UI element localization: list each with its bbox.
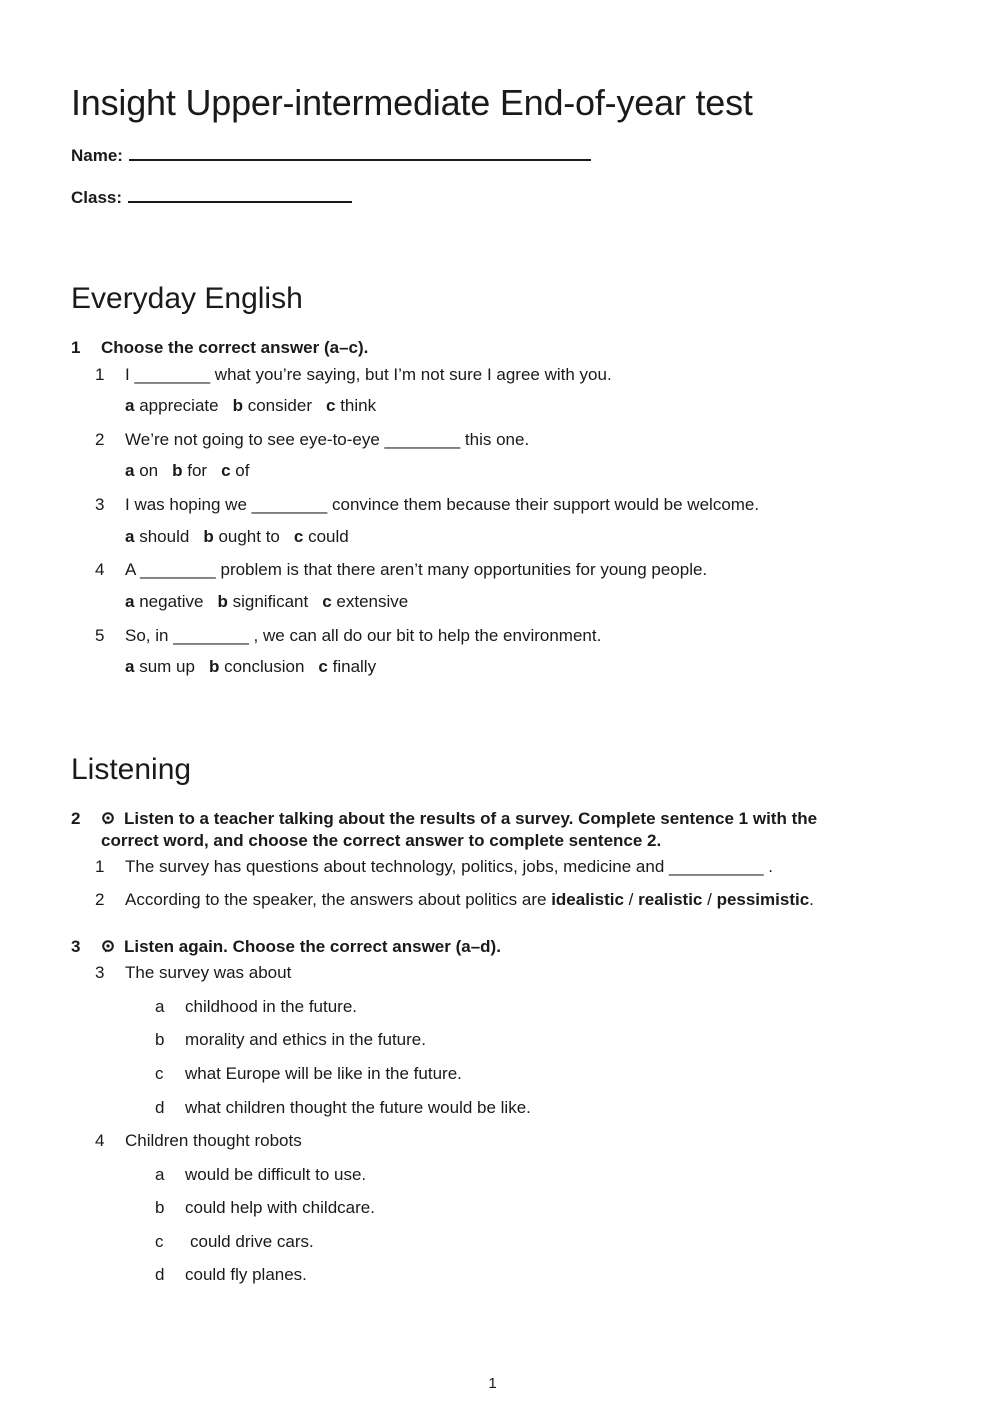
task-2-instruction-continued: correct word, and choose the correct answer to complete sentence 2. [101,831,662,850]
question-4-options [125,592,408,612]
name-label: Name: [71,146,123,165]
option-text[interactable]: significant [232,592,309,611]
question-text: The survey has questions about technology, politics, jobs, medicine and __________ . [125,857,773,876]
option-letter: c [325,396,336,415]
question-number: 2 [95,430,105,449]
question-text: I ________ what you’re saying, but I’m not sure I agree with you. [125,365,612,384]
option-letter: b [172,461,183,480]
option-text: would be difficult to use. [185,1165,367,1184]
option-letter: c [293,527,304,546]
question-text: So, in ________ , we can all do our bit to help the environment. [125,626,602,645]
option-text[interactable]: on [139,461,159,480]
option-letter: a [125,657,135,676]
sentence-end: . [809,890,814,909]
option-letter: b [155,1030,165,1049]
option-letter: c [155,1064,164,1083]
question-1 [95,365,612,385]
option-letter: c [322,592,332,611]
option-row[interactable] [155,997,357,1017]
question-text: Children thought robots [125,1131,302,1150]
audio-track-icon[interactable] [101,812,115,825]
question-text: According to the speaker, the answers about politics are [125,890,552,909]
separator: / [702,890,717,909]
option-row[interactable] [155,1165,366,1185]
option-row[interactable] [155,1232,314,1252]
task-2-instruction [71,809,817,829]
option-letter: a [125,592,135,611]
choice-idealistic[interactable]: idealistic [551,890,624,909]
option-text[interactable]: sum up [139,657,195,676]
option-text[interactable]: extensive [336,592,409,611]
option-text[interactable]: finally [332,657,377,676]
option-text: what children thought the future would be like. [185,1098,531,1117]
listening-question-1 [95,857,773,877]
choice-realistic[interactable]: realistic [638,890,703,909]
name-input-line[interactable] [129,145,591,161]
option-letter: d [155,1098,165,1117]
option-text[interactable]: should [139,527,190,546]
option-letter: d [155,1265,165,1284]
task-1-instruction [71,338,368,358]
audio-track-icon[interactable] [101,940,115,953]
option-letter: a [125,527,135,546]
option-letter: c [221,461,231,480]
listening-question-4 [95,1131,302,1151]
option-letter: b [203,527,214,546]
section-heading-listening: Listening [71,753,192,786]
task-number: 3 [71,937,81,956]
question-2-options [125,461,249,481]
option-text[interactable]: appreciate [139,396,219,415]
option-text: childhood in the future. [185,997,358,1016]
task-3-instruction [71,937,501,957]
option-text[interactable]: consider [247,396,312,415]
option-letter: b [155,1198,165,1217]
question-number: 1 [95,365,105,384]
page-number: 1 [488,1375,497,1392]
listening-question-3 [95,963,291,983]
option-letter: c [155,1232,164,1251]
option-text[interactable]: think [340,396,377,415]
option-letter: a [155,997,165,1016]
question-number: 4 [95,560,105,579]
option-letter: a [125,461,135,480]
instruction-text: Choose the correct answer (a–c). [101,338,369,357]
question-text: I was hoping we ________ convince them because their support would be welcome. [125,495,760,514]
question-5-options [125,657,376,677]
name-field-row [71,145,591,166]
option-text[interactable]: for [187,461,208,480]
question-1-options [125,396,376,416]
question-number: 3 [95,963,105,982]
separator: / [623,890,639,909]
option-letter: b [217,592,228,611]
question-number: 3 [95,495,105,514]
instruction-text: Listen again. Choose the correct answer (a–d). [124,937,501,956]
option-text[interactable]: conclusion [224,657,305,676]
option-row[interactable] [155,1265,307,1285]
option-text: what Europe will be like in the future. [185,1064,462,1083]
page-title: Insight Upper-intermediate End-of-year test [71,82,753,123]
class-label: Class: [71,188,123,207]
option-letter: c [318,657,328,676]
instruction-text: Listen to a teacher talking about the results of a survey. Complete sentence 1 with the [124,809,818,828]
option-letter: a [155,1165,165,1184]
option-text: could fly planes. [185,1265,307,1284]
choice-pessimistic[interactable]: pessimistic [716,890,810,909]
option-letter: b [232,396,243,415]
option-text[interactable]: negative [139,592,204,611]
question-4 [95,560,707,580]
option-text[interactable]: of [235,461,250,480]
task-number: 1 [71,338,81,357]
question-number: 4 [95,1131,105,1150]
question-text: We’re not going to see eye-to-eye ________ this one. [125,430,530,449]
option-row[interactable] [155,1098,531,1118]
option-text: could help with childcare. [185,1198,375,1217]
question-number: 2 [95,890,105,909]
option-letter: a [125,396,135,415]
class-input-line[interactable] [128,187,352,203]
option-row[interactable] [155,1030,426,1050]
listening-question-2 [95,890,814,910]
question-text: A ________ problem is that there aren’t many opportunities for young people. [125,560,708,579]
option-text[interactable]: could [308,527,349,546]
question-3-options [125,527,349,547]
option-text[interactable]: ought to [218,527,280,546]
question-number: 1 [95,857,105,876]
section-heading-everyday-english: Everyday English [71,282,303,315]
option-row[interactable] [155,1064,462,1084]
question-3 [95,495,759,515]
class-field-row [71,187,352,208]
task-number: 2 [71,809,81,828]
question-number: 5 [95,626,105,645]
question-5 [95,626,601,646]
option-text: could drive cars. [190,1232,314,1251]
option-letter: b [208,657,220,676]
question-2 [95,430,529,450]
option-text: morality and ethics in the future. [185,1030,426,1049]
option-row[interactable] [155,1198,375,1218]
question-text: The survey was about [125,963,292,982]
